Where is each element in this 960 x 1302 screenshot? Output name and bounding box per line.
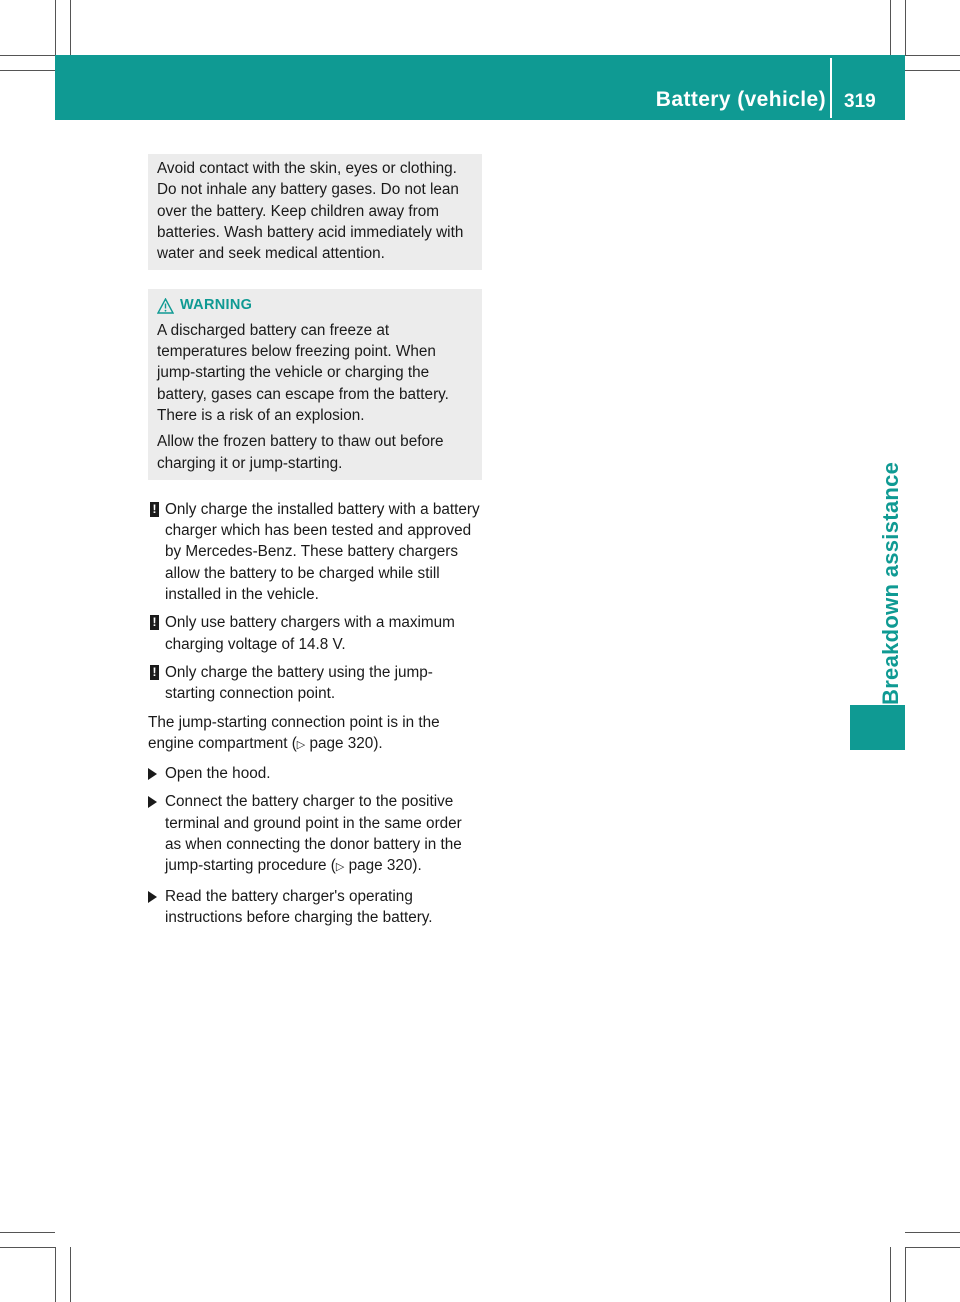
page-ref-arrow-icon: ▷ (335, 861, 345, 874)
crop-mark (55, 0, 56, 55)
header-divider (830, 58, 832, 118)
caution-text: Avoid contact with the skin, eyes or clothing. Do not inhale any battery gases. Do not lean over the battery. Keep children away from batteries. Wash battery acid immediately with water and seek medical attention. (157, 160, 464, 263)
notice-text: Only charge the installed battery with a battery charger which has been tested and approved by Mercedes-Benz. These battery chargers allow the battery to be charged while still installed in the vehicle. (165, 500, 480, 604)
crop-mark (0, 55, 55, 56)
caution-box (148, 154, 482, 270)
exclamation-icon: ! (150, 502, 159, 517)
crop-mark (70, 1247, 71, 1302)
crop-mark (890, 1247, 891, 1302)
step-end: ). (412, 857, 422, 875)
page-reference-link[interactable]: page 320 (348, 857, 413, 875)
exclamation-icon: ! (150, 665, 159, 680)
section-tab (850, 705, 905, 750)
page-number: 319 (844, 91, 876, 112)
paragraph-end: ). (373, 734, 383, 752)
crop-mark (905, 1232, 960, 1233)
crop-mark (890, 0, 891, 55)
crop-mark (905, 70, 960, 71)
page-title: Battery (vehicle) (655, 88, 826, 111)
step-item (148, 886, 482, 929)
page-reference-link[interactable]: page 320 (309, 734, 374, 752)
crop-mark (905, 0, 906, 55)
warning-triangle-icon (157, 298, 174, 314)
warning-heading (157, 295, 476, 316)
step-item (148, 791, 482, 878)
crop-mark (905, 55, 960, 56)
section-label: Breakdown assistance (878, 461, 903, 705)
step-arrow-icon (148, 891, 157, 903)
crop-mark (905, 1247, 960, 1248)
notice-item (148, 662, 482, 705)
step-item (148, 763, 482, 784)
warning-paragraph: A discharged battery can freeze at temperatures below freezing point. When jump-starting the vehicle or charging the battery, gases can escape from the battery. There is a risk of an explosion. (157, 321, 449, 424)
exclamation-icon: ! (150, 615, 159, 630)
crop-mark (905, 1247, 906, 1302)
step-arrow-icon (148, 768, 157, 780)
notice-item (148, 499, 482, 605)
crop-mark (0, 70, 55, 71)
warning-box (148, 289, 482, 479)
step-text: Connect the battery charger to the positive terminal and ground point in the same order as when connecting the donor battery in the jump-starting procedure ( (165, 793, 462, 875)
warning-paragraph: Allow the frozen battery to thaw out before charging it or jump-starting. (157, 433, 444, 472)
connection-paragraph (148, 712, 482, 757)
warning-label: WARNING (180, 297, 253, 314)
crop-mark (0, 1247, 55, 1248)
notice-item (148, 612, 482, 655)
notice-text: Only use battery chargers with a maximum charging voltage of 14.8 V. (165, 614, 455, 653)
step-arrow-icon (148, 796, 157, 808)
paragraph-text: The jump-starting connection point is in the engine compartment ( (148, 713, 440, 752)
step-text: Read the battery charger's operating instructions before charging the battery. (165, 887, 433, 926)
page-ref-arrow-icon: ▷ (296, 738, 306, 751)
crop-mark (0, 1232, 55, 1233)
main-content (148, 154, 482, 935)
notice-text: Only charge the battery using the jump-starting connection point. (165, 663, 433, 703)
crop-mark (70, 0, 71, 55)
crop-mark (55, 1247, 56, 1302)
step-text: Open the hood. (165, 765, 271, 783)
